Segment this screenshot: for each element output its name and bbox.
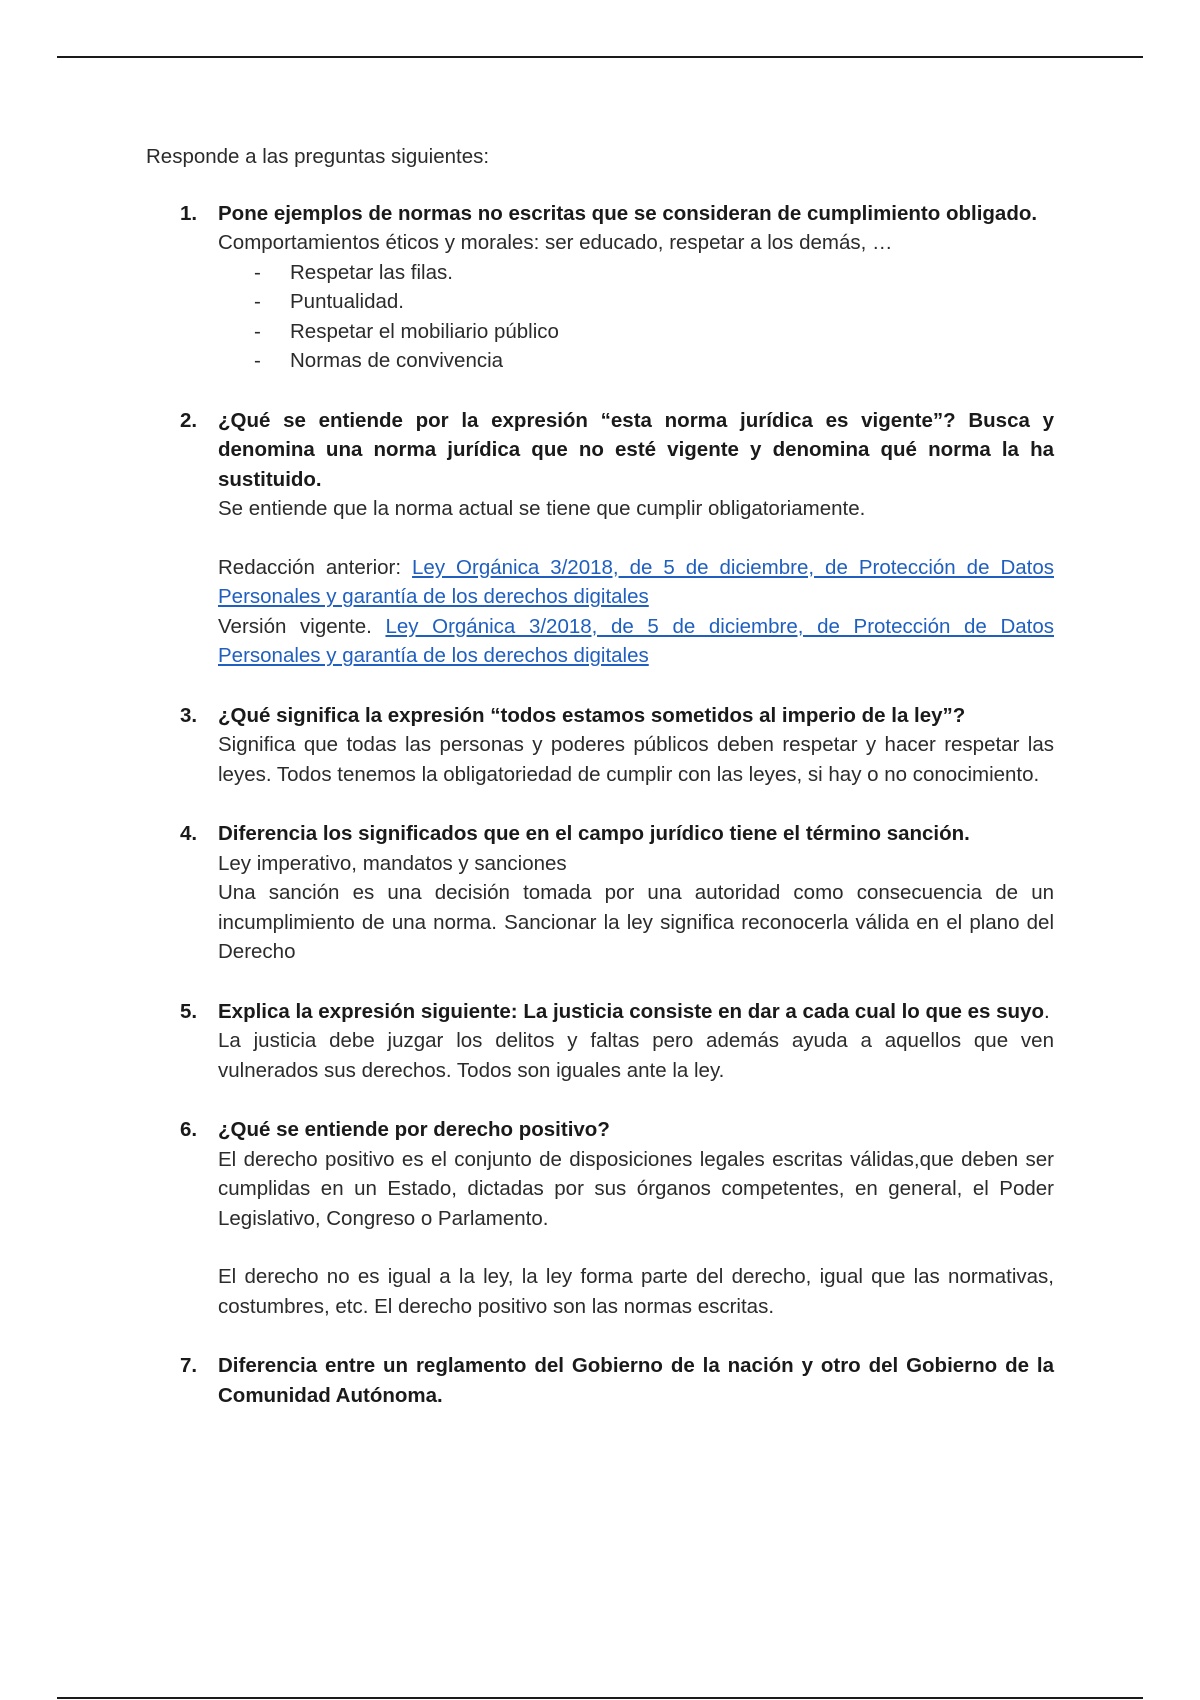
dash-bullet-icon: -: [254, 290, 261, 313]
answer-text: Una sanción es una decisión tomada por una autoridad como consecuencia de un incumplimiento de una norma. Sancionar la ley significa reconocerla válida en el plano del Derecho: [218, 881, 1054, 963]
bottom-rule: [57, 1697, 1143, 1699]
document-body: [146, 142, 1054, 1440]
previous-label: Redacción anterior:: [218, 555, 402, 579]
answer-text: El derecho no es igual a la ley, la ley forma parte del derecho, igual que las normativas, costumbres, etc. El derecho positivo son las normas escritas.: [218, 1265, 1054, 1318]
current-label: Versión vigente.: [218, 614, 372, 638]
answer-text: Ley imperativo, mandatos y sanciones: [218, 851, 567, 875]
question-list: [146, 199, 1054, 1411]
list-item: - Normas de convivencia: [218, 346, 1054, 376]
question-title: ¿Qué se entiende por la expresión “esta norma jurídica es vigente”? Busca y denomina una norma jurídica que no esté vigente y denomina qué norma la ha sustituido.: [218, 408, 1054, 491]
answer-text: La justicia debe juzgar los delitos y faltas pero además ayuda a aquellos que ven vulnerados sus derechos. Todos son iguales ante la ley.: [218, 1029, 1054, 1082]
question-title: Diferencia entre un reglamento del Gobierno de la nación y otro del Gobierno de la Comunidad Autónoma.: [218, 1354, 1054, 1407]
question-title: ¿Qué significa la expresión “todos estamos sometidos al imperio de la ley”?: [218, 703, 966, 727]
question-1: [146, 199, 1054, 376]
question-title: ¿Qué se entiende por derecho positivo?: [218, 1118, 610, 1141]
answer-text: Comportamientos éticos y morales: ser educado, respetar a los demás, …: [218, 231, 893, 254]
list-item: - Respetar el mobiliario público: [218, 317, 1054, 347]
question-number: 1.: [180, 201, 198, 225]
question-5: [146, 997, 1054, 1086]
bullet-list: [218, 258, 1054, 376]
question-2: [146, 406, 1054, 671]
previous-law-link[interactable]: Ley Orgánica 3/2018, de 5 de diciembre, de Protección de Datos Personales y garantía de los derechos digitales: [218, 555, 1054, 608]
list-item: - Respetar las filas.: [218, 258, 1054, 288]
intro-text: Responde a las preguntas siguientes:: [146, 145, 490, 168]
answer-text: El derecho positivo es el conjunto de disposiciones legales escritas válidas,que deben ser cumplidas en un Estado, dictadas por sus órganos competentes, en general, el Poder Legislativo, Congreso o Parlamento.: [218, 1147, 1054, 1230]
current-law-link[interactable]: Ley Orgánica 3/2018, de 5 de diciembre, de Protección de Datos Personales y garantía de los derechos digitales: [218, 614, 1054, 667]
dash-bullet-icon: -: [254, 349, 261, 372]
answer-text: Significa que todas las personas y poderes públicos deben respetar y hacer respetar las leyes. Todos tenemos la obligatoriedad de cumplir con las leyes, si hay o no conocimiento.: [218, 733, 1054, 786]
previous-version: [218, 553, 1054, 612]
top-rule: [57, 56, 1143, 58]
question-title: Explica la expresión siguiente: La justicia consiste en dar a cada cual lo que es suyo.: [218, 999, 1050, 1023]
question-number: 6.: [180, 1118, 198, 1141]
list-item: - Puntualidad.: [218, 287, 1054, 317]
dash-bullet-icon: -: [254, 260, 261, 284]
question-number: 2.: [180, 408, 198, 432]
question-7: [146, 1351, 1054, 1410]
question-number: 4.: [180, 822, 198, 845]
question-title: Diferencia los significados que en el campo jurídico tiene el término sanción.: [218, 822, 970, 845]
dash-bullet-icon: -: [254, 319, 261, 343]
question-number: 7.: [180, 1354, 198, 1377]
question-number: 3.: [180, 703, 198, 727]
answer-text: Se entiende que la norma actual se tiene que cumplir obligatoriamente.: [218, 497, 866, 520]
question-title: Pone ejemplos de normas no escritas que se consideran de cumplimiento obligado.: [218, 201, 1038, 225]
question-3: [146, 701, 1054, 790]
question-4: [146, 819, 1054, 967]
current-version: [218, 612, 1054, 671]
question-number: 5.: [180, 999, 198, 1023]
question-6: [146, 1115, 1054, 1321]
